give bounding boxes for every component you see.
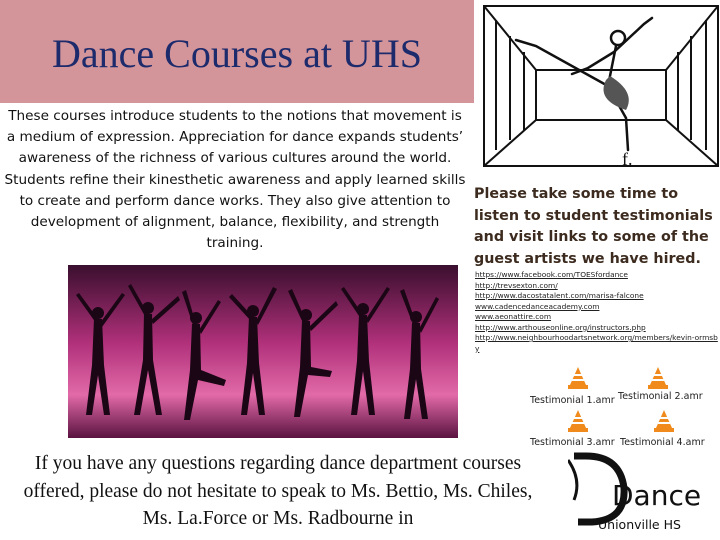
audio-file-icon [648, 367, 668, 389]
slide-title: Dance Courses at UHS [52, 31, 422, 76]
link-neighbourhood-arts-network[interactable]: http://www.neighbourhoodartsnetwork.org/members/kevin-ormsby [475, 333, 718, 353]
dancer-sketch-image [476, 0, 720, 180]
link-trev-sexton[interactable]: http://trevsexton.com/ [475, 280, 558, 290]
testimonial-4-label: Testimonial 4.amr [620, 437, 705, 448]
listen-instructions: Please take some time to listen to student testimonials and visit links to some of the guest artists we have hired. [474, 186, 713, 267]
intro-paragraph: These courses introduce students to the notions that movement is a medium of expression. Appreciation for dance expands students’ awareness of the richness of various cultures around the world. Students refine their kinesthetic awareness and apply learned skills to create and perform dance works. They also give attention to development of alignment, balance, flexibility, and strength training. [4, 108, 466, 252]
logo-word: Dance [612, 479, 702, 512]
testimonial-2-label: Testimonial 2.amr [618, 391, 703, 402]
audio-file-icon [568, 367, 588, 389]
logo-subtitle: Unionville HS [598, 517, 681, 532]
audio-file-icon [654, 410, 674, 432]
contact-paragraph: If you have any questions regarding dance department courses offered, please do not hesitate to speak to Ms. Bettio, Ms. Chiles, Ms. La.Force or Ms. Radbourne in [23, 453, 533, 529]
link-aeon-attire[interactable]: www.aeonattire.com [475, 312, 552, 321]
testimonial-3-label: Testimonial 3.amr [530, 437, 615, 448]
audio-file-icon [568, 410, 588, 432]
dance-logo [568, 450, 708, 535]
link-toes-for-dance[interactable]: https://www.facebook.com/TOESfordance [475, 270, 628, 279]
guest-artist-links [475, 270, 720, 354]
link-dacosta-talent[interactable]: http://www.dacostatalent.com/marisa-falcone [475, 291, 644, 300]
dance-performance-photo [68, 265, 458, 438]
link-cadence-dance-academy[interactable]: www.cadencedanceacademy.com [475, 301, 600, 311]
svg-text:f.: f. [622, 149, 633, 169]
testimonial-1-label: Testimonial 1.amr [530, 395, 615, 406]
link-arthouse-online[interactable]: http://www.arthouseonline.org/instructors.php [475, 322, 646, 332]
